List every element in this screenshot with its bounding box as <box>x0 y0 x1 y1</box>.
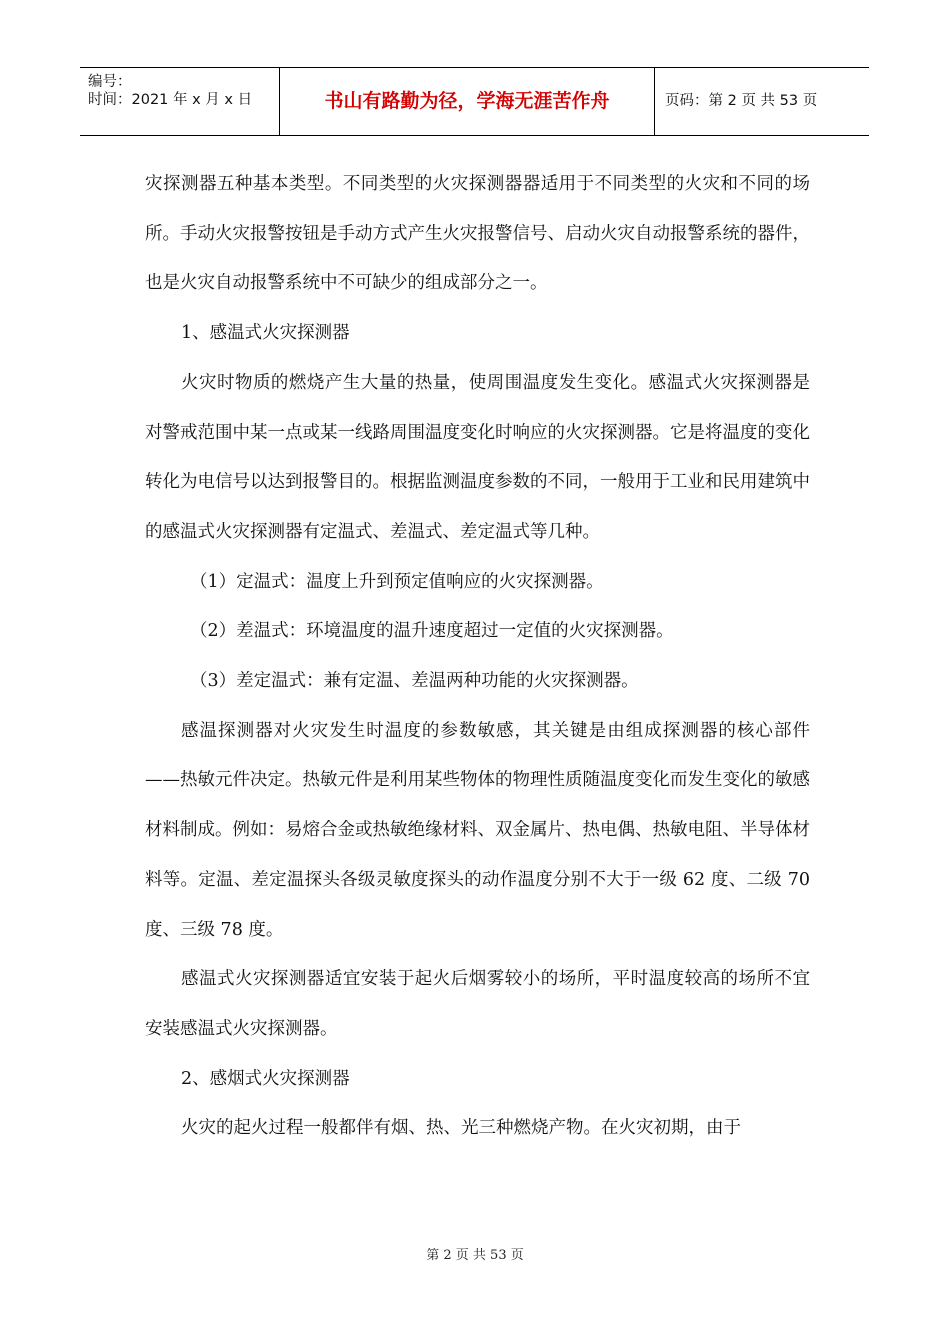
page-footer: 第 2 页 共 53 页 <box>426 1248 524 1263</box>
list-item-rate-of-rise: （2）差温式：环境温度的温升速度超过一定值的火灾探测器。 <box>190 621 674 642</box>
header-number-label: 编号： <box>88 74 132 90</box>
list-item-combined: （3）差定温式：兼有定温、差温两种功能的火灾探测器。 <box>190 671 639 692</box>
section-heading-heat-detector: 1、感温式火灾探测器 <box>181 323 350 344</box>
header-page-info: 页码：第 2 页 共 53 页 <box>665 93 818 109</box>
page-header <box>80 67 869 136</box>
paragraph-thermal-element: 感温探测器对火灾发生时温度的参数敏感，其关键是由组成探测器的核心部件——热敏元件决定。热敏元件是利用某些物体的物理性质随温度变化而发生变化的敏感材料制成。例如：易熔合金或热敏绝缘材料、双金属片、热电偶、热敏电阻、半导体材料等。定温、差定温探头各级灵敏度探头的动作温度分别不大于一级 62 度、二级 70 度、三级 78 度。 <box>145 720 810 940</box>
header-meta <box>80 68 280 135</box>
document-body <box>145 160 810 1154</box>
header-time: 时间：2021 年 x 月 x 日 <box>88 92 253 108</box>
paragraph-intro-continued: 灾探测器五种基本类型。不同类型的火灾探测器器适用于不同类型的火灾和不同的场所。手动火灾报警按钮是手动方式产生火灾报警信号、启动火灾自动报警系统的器件，也是火灾自动报警系统中不可缺少的组成部分之一。 <box>145 174 810 294</box>
section-heading-smoke-detector: 2、感烟式火灾探测器 <box>181 1068 350 1089</box>
list-item-fixed-temperature: （1）定温式：温度上升到预定值响应的火灾探测器。 <box>190 571 604 592</box>
paragraph-smoke-detector: 火灾的起火过程一般都伴有烟、热、光三种燃烧产物。在火灾初期，由于 <box>181 1118 741 1139</box>
paragraph-heat-detector-description: 火灾时物质的燃烧产生大量的热量，使周围温度发生变化。感温式火灾探测器是对警戒范围中某一点或某一线路周围温度变化时响应的火灾探测器。它是将温度的变化转化为电信号以达到报警目的。根据监测温度参数的不同，一般用于工业和民用建筑中的感温式火灾探测器有定温式、差温式、差定温式等几种。 <box>145 372 810 542</box>
paragraph-installation: 感温式火灾探测器适宜安装于起火后烟雾较小的场所，平时温度较高的场所不宜安装感温式火灾探测器。 <box>145 969 810 1039</box>
header-motto: 书山有路勤为径，学海无涯苦作舟 <box>280 68 655 135</box>
